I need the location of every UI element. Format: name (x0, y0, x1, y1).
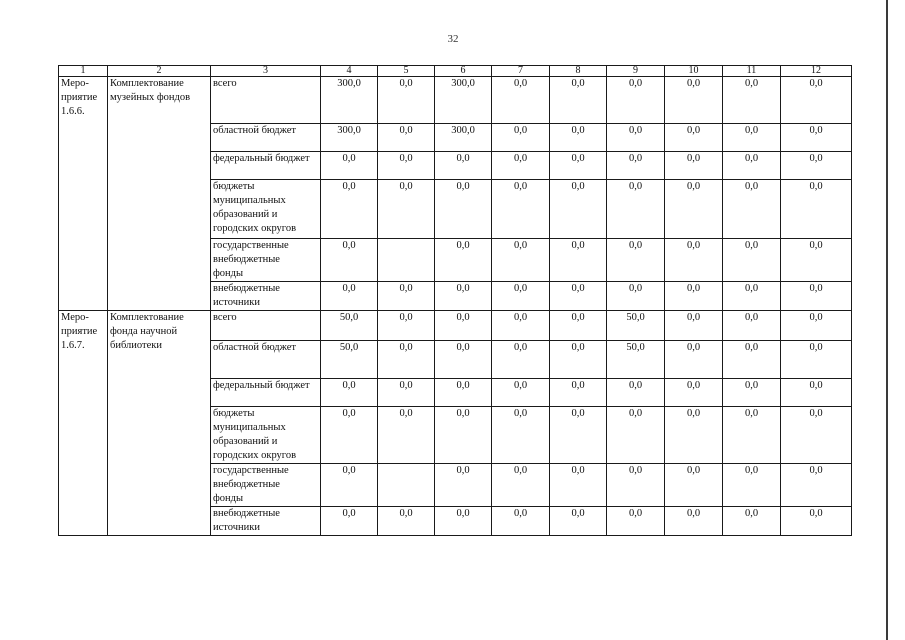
column-header-8: 8 (550, 66, 607, 77)
value-cell: 0,0 (781, 152, 852, 180)
table-row (59, 77, 852, 124)
funding-source-label (211, 379, 321, 407)
value-cell: 0,0 (492, 282, 550, 311)
text-line: муниципальных (213, 195, 286, 206)
value-cell: 0,0 (435, 239, 492, 282)
value-cell: 0,0 (378, 407, 435, 464)
value-cell: 0,0 (665, 282, 723, 311)
value-cell: 0,0 (781, 379, 852, 407)
value-cell: 0,0 (781, 464, 852, 507)
funding-source-label (211, 311, 321, 341)
funding-source-label (211, 507, 321, 536)
column-header-11: 11 (723, 66, 781, 77)
value-cell: 0,0 (492, 311, 550, 341)
value-cell: 0,0 (781, 407, 852, 464)
value-cell: 0,0 (550, 379, 607, 407)
value-cell: 0,0 (723, 152, 781, 180)
value-cell: 300,0 (321, 124, 378, 152)
value-cell: 0,0 (665, 77, 723, 124)
value-cell: 0,0 (492, 341, 550, 379)
value-cell: 0,0 (550, 152, 607, 180)
value-cell: 0,0 (723, 407, 781, 464)
column-header-1: 1 (59, 66, 108, 77)
value-cell: 0,0 (492, 507, 550, 536)
text-line: библиотеки (110, 340, 162, 351)
text-line: приятие (61, 326, 98, 337)
value-cell: 0,0 (378, 180, 435, 239)
value-cell: 0,0 (435, 180, 492, 239)
value-cell: 0,0 (492, 124, 550, 152)
value-cell: 0,0 (378, 341, 435, 379)
value-cell: 0,0 (378, 379, 435, 407)
value-cell: 0,0 (378, 507, 435, 536)
funding-source-label (211, 464, 321, 507)
text-line: внебюджетные (213, 254, 280, 265)
value-cell: 0,0 (607, 464, 665, 507)
text-line: источники (213, 522, 260, 533)
value-cell: 0,0 (435, 311, 492, 341)
value-cell: 0,0 (492, 464, 550, 507)
value-cell: 0,0 (607, 407, 665, 464)
text-line: образований и (213, 209, 278, 220)
value-cell: 50,0 (321, 311, 378, 341)
funding-source-label (211, 407, 321, 464)
text-line: федеральный бюджет (213, 153, 310, 164)
page-number: 32 (447, 33, 459, 45)
value-cell: 0,0 (492, 407, 550, 464)
text-line: государственные (213, 465, 289, 476)
value-cell: 0,0 (492, 77, 550, 124)
text-line: фонда научной (110, 326, 178, 337)
text-line: Меро- (61, 312, 89, 323)
text-line: Комплектование (110, 78, 184, 89)
text-line: 1.6.7. (61, 340, 85, 351)
value-cell: 0,0 (723, 77, 781, 124)
value-cell: 0,0 (723, 464, 781, 507)
value-cell: 0,0 (723, 124, 781, 152)
value-cell: 50,0 (321, 341, 378, 379)
funding-source-label (211, 124, 321, 152)
value-cell: 0,0 (378, 282, 435, 311)
funding-source-label (211, 239, 321, 282)
value-cell: 0,0 (435, 379, 492, 407)
value-cell: 300,0 (435, 77, 492, 124)
value-cell: 0,0 (435, 341, 492, 379)
value-cell: 0,0 (550, 311, 607, 341)
value-cell: 0,0 (550, 124, 607, 152)
value-cell: 0,0 (607, 239, 665, 282)
text-line: фонды (213, 268, 244, 279)
value-cell: 0,0 (723, 507, 781, 536)
column-header-2: 2 (108, 66, 211, 77)
value-cell: 0,0 (492, 239, 550, 282)
value-cell: 0,0 (550, 464, 607, 507)
value-cell: 0,0 (321, 180, 378, 239)
text-line: государственные (213, 240, 289, 251)
value-cell: 0,0 (492, 379, 550, 407)
value-cell: 0,0 (435, 152, 492, 180)
value-cell: 0,0 (781, 311, 852, 341)
value-cell: 0,0 (378, 152, 435, 180)
text-line: внебюджетные (213, 283, 280, 294)
value-cell: 0,0 (378, 124, 435, 152)
value-cell (378, 464, 435, 507)
column-header-12: 12 (781, 66, 852, 77)
value-cell: 0,0 (550, 77, 607, 124)
text-line: 1.6.6. (61, 106, 85, 117)
value-cell: 0,0 (550, 180, 607, 239)
value-cell: 0,0 (321, 407, 378, 464)
value-cell: 0,0 (781, 341, 852, 379)
value-cell: 0,0 (321, 282, 378, 311)
value-cell: 0,0 (435, 282, 492, 311)
value-cell: 0,0 (550, 341, 607, 379)
column-header-7: 7 (492, 66, 550, 77)
text-line: муниципальных (213, 422, 286, 433)
event-id-cell (59, 311, 108, 536)
column-header-4: 4 (321, 66, 378, 77)
value-cell: 0,0 (492, 152, 550, 180)
text-line: внебюджетные (213, 508, 280, 519)
text-line: фонды (213, 493, 244, 504)
text-line: приятие (61, 92, 98, 103)
value-cell: 50,0 (607, 311, 665, 341)
funding-source-label (211, 282, 321, 311)
value-cell: 0,0 (781, 77, 852, 124)
value-cell: 0,0 (723, 311, 781, 341)
text-line: федеральный бюджет (213, 380, 310, 391)
value-cell: 0,0 (550, 407, 607, 464)
value-cell: 0,0 (723, 341, 781, 379)
event-id-cell (59, 77, 108, 311)
value-cell: 0,0 (665, 180, 723, 239)
text-line: областной бюджет (213, 342, 296, 353)
value-cell: 0,0 (607, 282, 665, 311)
text-line: городских округов (213, 223, 297, 234)
value-cell: 0,0 (435, 464, 492, 507)
value-cell: 0,0 (321, 379, 378, 407)
value-cell: 0,0 (665, 311, 723, 341)
value-cell: 0,0 (665, 407, 723, 464)
value-cell: 0,0 (550, 282, 607, 311)
value-cell: 0,0 (321, 464, 378, 507)
value-cell: 0,0 (665, 239, 723, 282)
value-cell: 0,0 (378, 311, 435, 341)
column-header-9: 9 (607, 66, 665, 77)
value-cell: 0,0 (665, 507, 723, 536)
value-cell (378, 239, 435, 282)
value-cell: 0,0 (550, 239, 607, 282)
value-cell: 0,0 (607, 124, 665, 152)
value-cell: 0,0 (723, 239, 781, 282)
value-cell: 0,0 (665, 124, 723, 152)
value-cell: 0,0 (781, 239, 852, 282)
budget-table (58, 65, 852, 536)
value-cell: 0,0 (550, 507, 607, 536)
column-header-3: 3 (211, 66, 321, 77)
value-cell: 0,0 (435, 407, 492, 464)
column-header-6: 6 (435, 66, 492, 77)
value-cell: 0,0 (723, 180, 781, 239)
text-line: бюджеты (213, 408, 255, 419)
value-cell: 0,0 (607, 379, 665, 407)
value-cell: 0,0 (665, 464, 723, 507)
value-cell: 300,0 (435, 124, 492, 152)
value-cell: 0,0 (607, 507, 665, 536)
text-line: городских округов (213, 450, 297, 461)
funding-source-label (211, 152, 321, 180)
column-header-10: 10 (665, 66, 723, 77)
value-cell: 0,0 (435, 507, 492, 536)
header-row (59, 66, 852, 77)
text-line: образований и (213, 436, 278, 447)
value-cell: 0,0 (378, 77, 435, 124)
text-line: областной бюджет (213, 125, 296, 136)
value-cell: 0,0 (665, 152, 723, 180)
table-row (59, 311, 852, 341)
value-cell: 0,0 (607, 77, 665, 124)
event-name-cell (108, 77, 211, 311)
value-cell: 0,0 (781, 180, 852, 239)
value-cell: 0,0 (607, 152, 665, 180)
value-cell: 0,0 (781, 507, 852, 536)
value-cell: 0,0 (723, 282, 781, 311)
value-cell: 0,0 (321, 507, 378, 536)
page-edge-line (886, 0, 888, 640)
value-cell: 0,0 (492, 180, 550, 239)
value-cell: 0,0 (781, 124, 852, 152)
text-line: источники (213, 297, 260, 308)
funding-source-label (211, 341, 321, 379)
value-cell: 300,0 (321, 77, 378, 124)
text-line: всего (213, 312, 237, 323)
text-line: бюджеты (213, 181, 255, 192)
value-cell: 0,0 (723, 379, 781, 407)
value-cell: 0,0 (321, 239, 378, 282)
value-cell: 0,0 (321, 152, 378, 180)
text-line: Меро- (61, 78, 89, 89)
text-line: музейных фондов (110, 92, 191, 103)
value-cell: 50,0 (607, 341, 665, 379)
value-cell: 0,0 (607, 180, 665, 239)
value-cell: 0,0 (665, 341, 723, 379)
column-header-5: 5 (378, 66, 435, 77)
text-line: внебюджетные (213, 479, 280, 490)
event-name-cell (108, 311, 211, 536)
value-cell: 0,0 (665, 379, 723, 407)
value-cell: 0,0 (781, 282, 852, 311)
text-line: Комплектование (110, 312, 184, 323)
text-line: всего (213, 78, 237, 89)
funding-source-label (211, 180, 321, 239)
funding-source-label (211, 77, 321, 124)
